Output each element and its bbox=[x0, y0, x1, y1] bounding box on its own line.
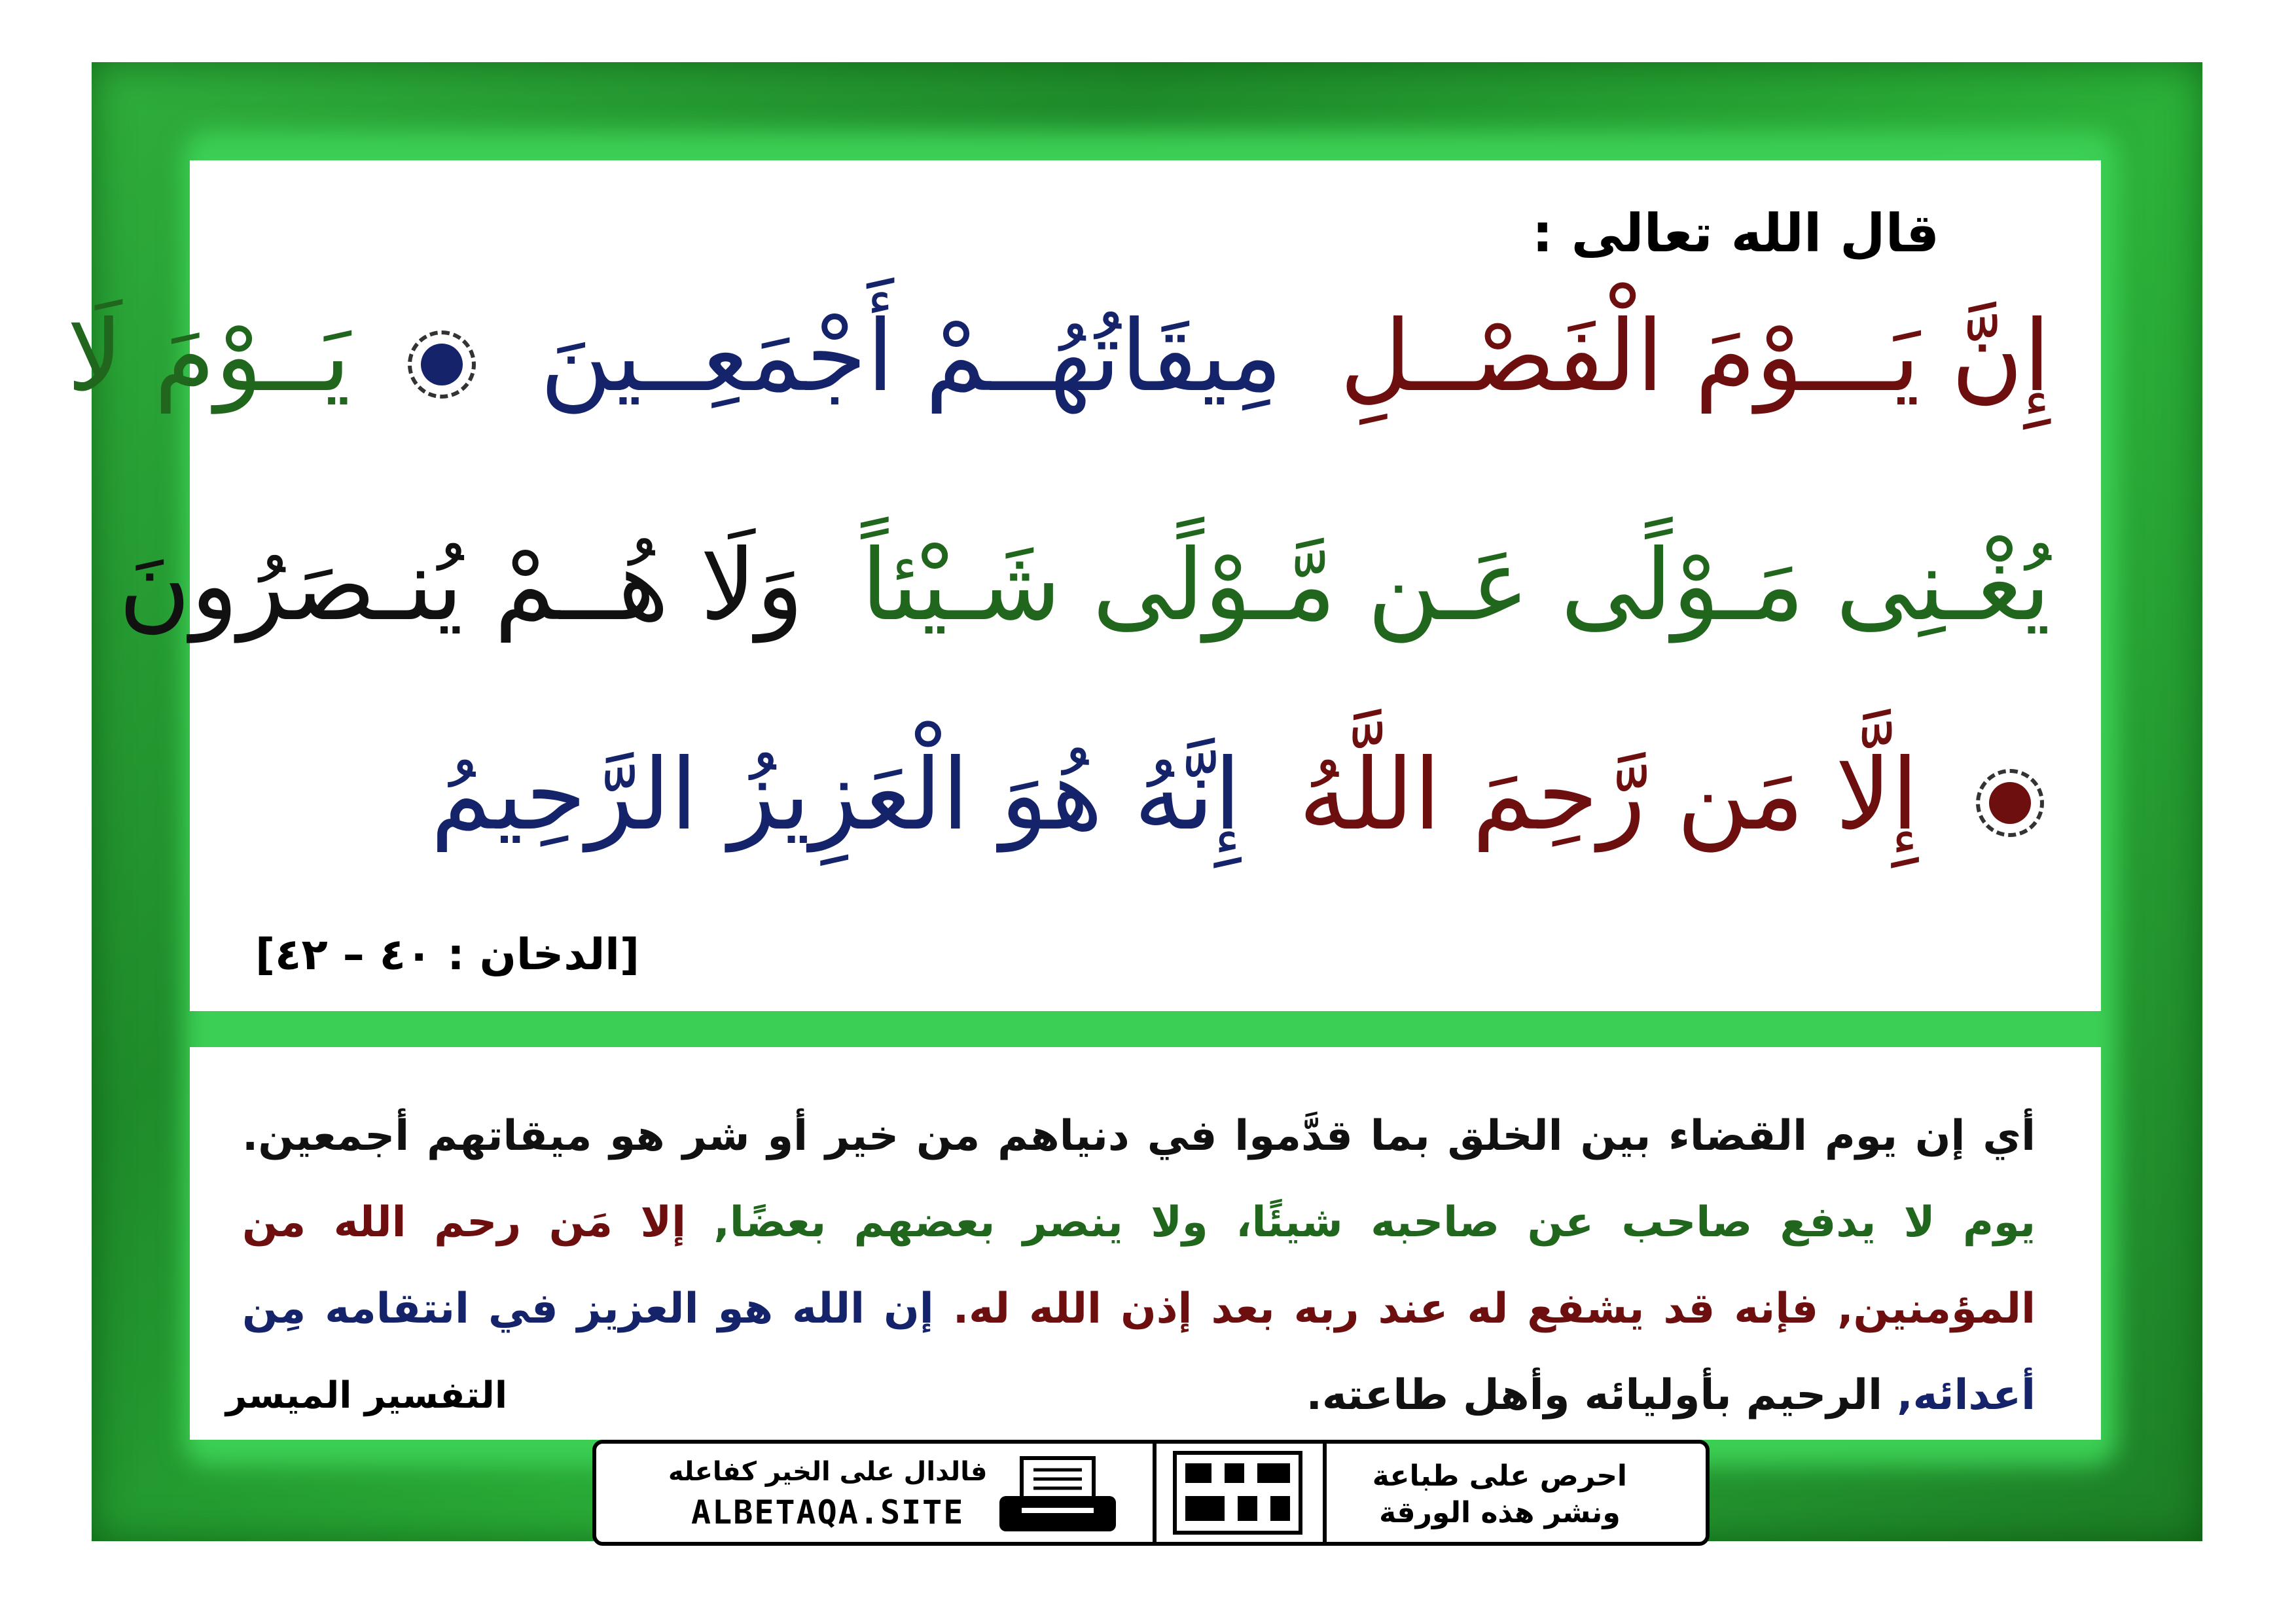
verse-line-1 bbox=[41, 300, 2051, 414]
dawah-logo bbox=[1172, 1450, 1303, 1535]
surah-reference: [الدخان : ٤٠ – ٤٢] bbox=[255, 929, 640, 980]
footer-left bbox=[668, 1457, 987, 1531]
tafsir-segment: الرحيم بأوليائه وأهل طاعته. bbox=[1306, 1371, 1897, 1419]
footer-divider bbox=[1153, 1444, 1157, 1542]
tafsir-source: التفسير الميسر bbox=[226, 1374, 508, 1417]
ayah-end-icon bbox=[408, 330, 476, 399]
tafsir-segment: أي إن يوم القضاء بين الخلق بما قدَّموا في دنياهم من خير أو شر هو ميقاتهم أجمعين. bbox=[242, 1112, 2036, 1160]
verse-segment: إِنَّ يَـــوْمَ الْفَصْــلِ bbox=[1340, 300, 2051, 414]
site-link[interactable]: ALBETAQA.SITE bbox=[691, 1493, 965, 1531]
verse-segment: إِنَّهُ هُوَ الْعَزِيزُ الرَّحِيمُ bbox=[430, 738, 1242, 852]
tafsir-text bbox=[242, 1093, 2036, 1438]
footer-divider bbox=[1323, 1444, 1327, 1542]
footer-banner bbox=[592, 1440, 1710, 1546]
footer-right bbox=[1372, 1458, 1627, 1531]
verse-segment: إِلَّا مَن رَّحِمَ اللَّهُ bbox=[1299, 738, 1919, 852]
verse-segment: وَلَا هُــمْ يُنـصَرُونَ bbox=[118, 529, 804, 643]
footer-proverb: فالدال على الخير كفاعله bbox=[668, 1457, 988, 1487]
tafsir-segment: يوم لا يدفع صاحب عن صاحبه شيئًا، ولا ينصر بعضهم بعضًا, bbox=[713, 1198, 2036, 1247]
ayah-end-icon bbox=[1976, 769, 2044, 837]
tafsir-segment: إلا مَن رحم الله من المؤمنين, فإنه قد يشفع له عند ربه بعد إذن الله له. bbox=[242, 1198, 2036, 1333]
verse-segment: يَــوْمَ لَا bbox=[67, 300, 351, 414]
verse-segment: مِيقَاتُهُــمْ أَجْمَعِــينَ bbox=[540, 300, 1283, 414]
verse-line-2 bbox=[92, 529, 2051, 643]
intro-text: قال الله تعالى : bbox=[1532, 203, 1939, 264]
printer-icon bbox=[996, 1455, 1120, 1534]
footer-share-line: ونشر هذه الورقة bbox=[1379, 1496, 1621, 1529]
verse-line-3 bbox=[404, 738, 2051, 852]
tafsir-segment: إن الله هو العزيز في انتقامه مِن أعدائه, bbox=[242, 1285, 2036, 1419]
footer-print-line: احرص على طباعة bbox=[1372, 1459, 1627, 1493]
verse-segment: يُغْـنِى مَـوْلًى عَـن مَّـوْلًى شَـيْئاً bbox=[861, 529, 2051, 643]
